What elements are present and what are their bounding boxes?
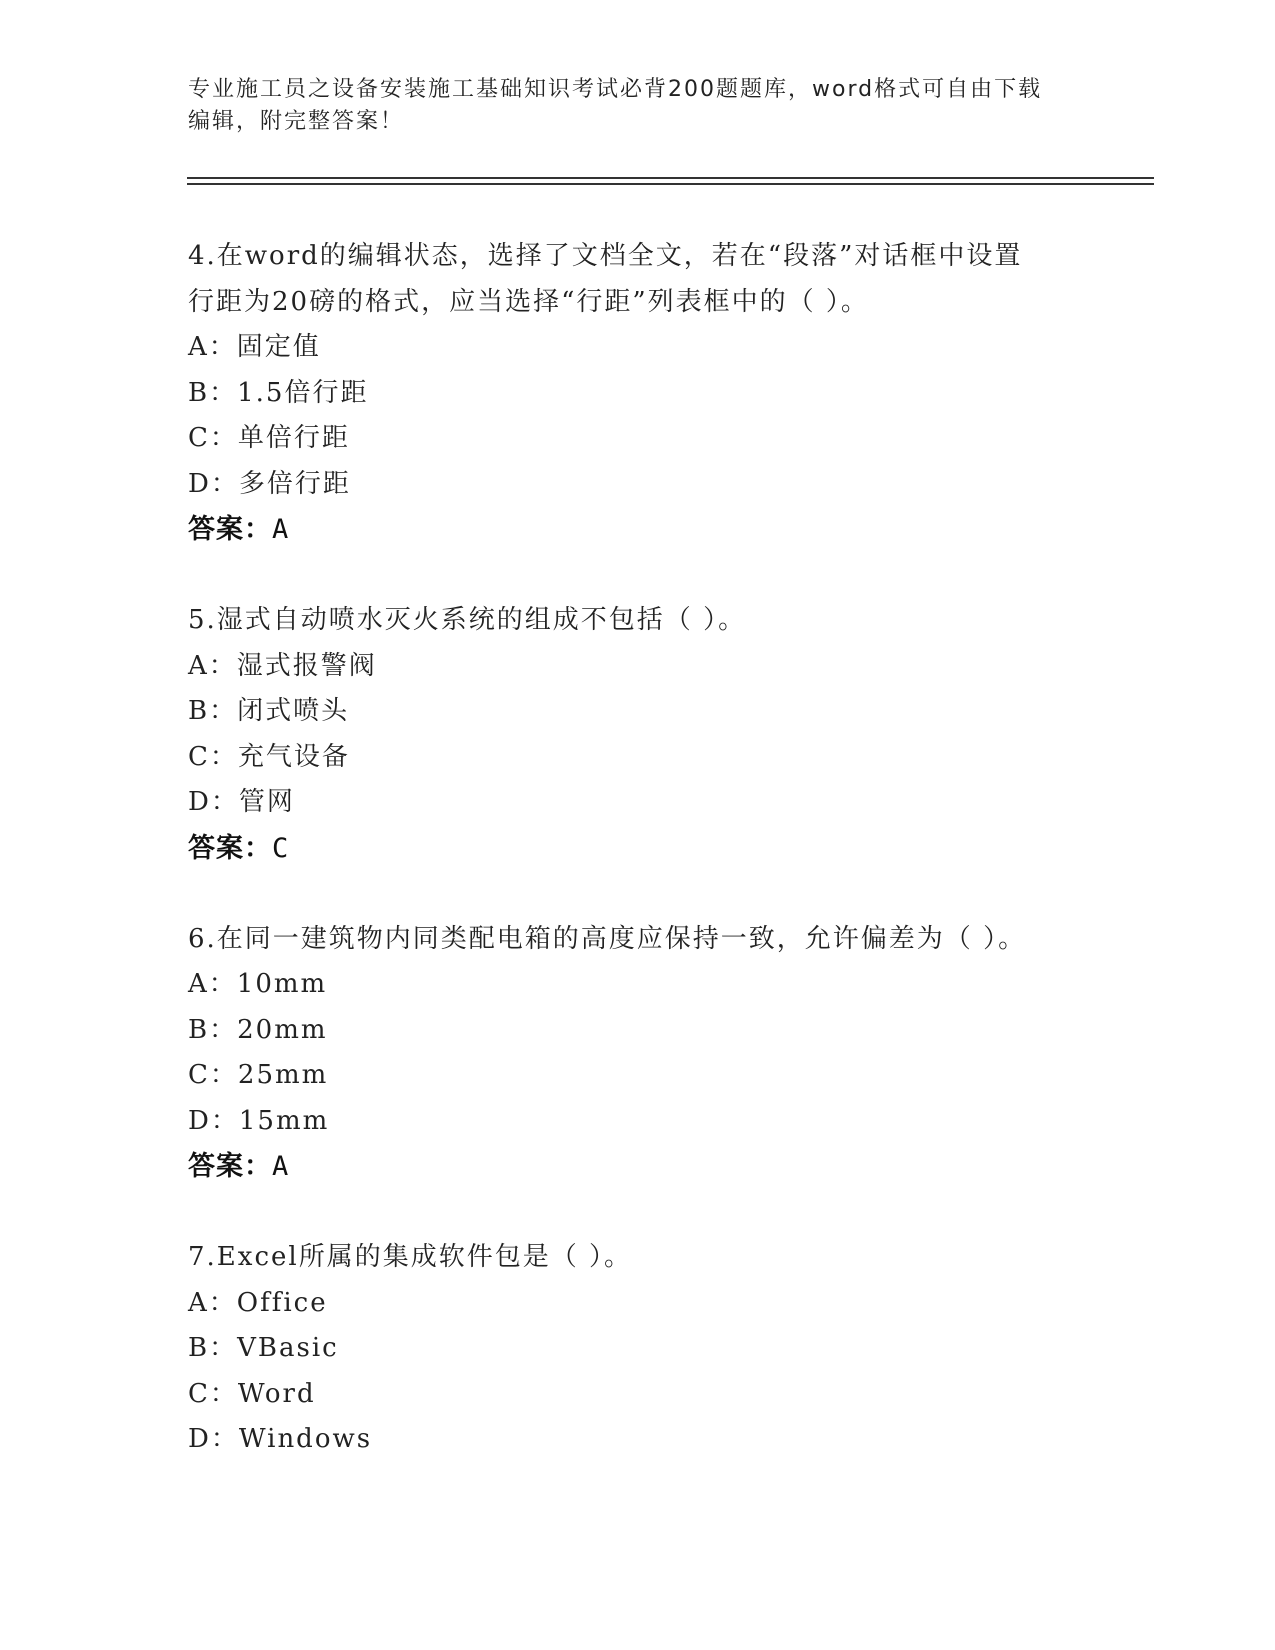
option-letter: B：	[188, 1014, 238, 1045]
option-text: VBasic	[237, 1333, 339, 1363]
question-stem-line-2: 行距为20磅的格式，应当选择“行距”列表框中的（ ）。	[188, 286, 869, 317]
document-header	[188, 74, 1088, 138]
question-stem: 5.湿式自动喷水灭火系统的组成不包括（ ）。	[188, 605, 747, 635]
option-letter: D：	[188, 1424, 239, 1454]
option-letter: A：	[188, 969, 237, 999]
option-c	[188, 1372, 1108, 1418]
option-text: 闭式喷头	[237, 696, 350, 726]
question-stem: 7.Excel所属的集成软件包是（ ）。	[188, 1242, 632, 1272]
option-text: Word	[237, 1378, 316, 1409]
option-text: 管网	[238, 787, 295, 817]
option-letter: A：	[188, 332, 237, 362]
option-b	[188, 371, 1108, 417]
option-text: Office	[236, 1287, 328, 1318]
option-a	[188, 1281, 1108, 1327]
option-text: 充气设备	[237, 741, 350, 772]
question-stem-line-1: 4.在word的编辑状态，选择了文档全文，若在“段落”对话框中设置	[188, 241, 1023, 271]
answer-value: A	[272, 514, 290, 545]
option-letter: C：	[188, 1378, 238, 1409]
option-d	[188, 780, 1108, 826]
option-letter: D：	[188, 787, 239, 817]
option-letter: C：	[188, 1060, 238, 1090]
spacer	[188, 1190, 1108, 1236]
answer-value: A	[272, 1151, 290, 1182]
option-b	[188, 689, 1108, 735]
answer-line	[188, 826, 1108, 872]
option-a	[188, 962, 1108, 1008]
header-divider-bottom	[187, 183, 1154, 185]
option-letter: B：	[188, 377, 238, 408]
option-text: 1.5倍行距	[237, 377, 369, 408]
option-b	[188, 1326, 1108, 1372]
answer-label: 答案：	[188, 514, 272, 545]
option-c	[188, 416, 1108, 462]
answer-line	[188, 1144, 1108, 1190]
option-letter: C：	[188, 741, 238, 772]
question-item	[188, 234, 1108, 598]
question-item	[188, 1235, 1108, 1463]
option-letter: B：	[188, 1333, 238, 1363]
spacer	[188, 553, 1108, 599]
answer-label: 答案：	[188, 832, 272, 864]
option-letter: D：	[188, 468, 239, 499]
option-text: Windows	[238, 1424, 373, 1454]
option-text: 25mm	[237, 1060, 329, 1090]
option-letter: C：	[188, 423, 238, 453]
option-d	[188, 1099, 1108, 1145]
option-c	[188, 735, 1108, 781]
option-a	[188, 644, 1108, 690]
option-text: 湿式报警阀	[236, 650, 377, 681]
header-title-line-1: 专业施工员之设备安装施工基础知识考试必背200题题库，word格式可自由下载	[188, 77, 1043, 102]
option-c	[188, 1053, 1108, 1099]
spacer	[188, 871, 1108, 917]
option-letter: B：	[188, 696, 238, 726]
option-text: 单倍行距	[237, 423, 350, 453]
option-text: 固定值	[236, 332, 321, 362]
question-item	[188, 598, 1108, 917]
question-stem: 6.在同一建筑物内同类配电箱的高度应保持一致，允许偏差为（ ）。	[188, 923, 1027, 954]
option-text: 多倍行距	[238, 468, 351, 499]
option-letter: A：	[188, 650, 237, 681]
option-d	[188, 1417, 1108, 1463]
answer-line	[188, 507, 1108, 553]
answer-value: C	[272, 832, 290, 864]
option-text: 10mm	[236, 969, 328, 999]
option-text: 15mm	[238, 1105, 330, 1136]
option-d	[188, 462, 1108, 508]
header-divider-top	[187, 177, 1154, 179]
answer-label: 答案：	[188, 1151, 272, 1182]
option-a	[188, 325, 1108, 371]
header-title-line-2: 编辑，附完整答案！	[188, 109, 405, 134]
question-list	[188, 234, 1108, 1463]
option-text: 20mm	[237, 1014, 328, 1045]
option-letter: D：	[188, 1105, 239, 1136]
question-item	[188, 917, 1108, 1236]
option-letter: A：	[188, 1287, 237, 1318]
option-b	[188, 1008, 1108, 1054]
